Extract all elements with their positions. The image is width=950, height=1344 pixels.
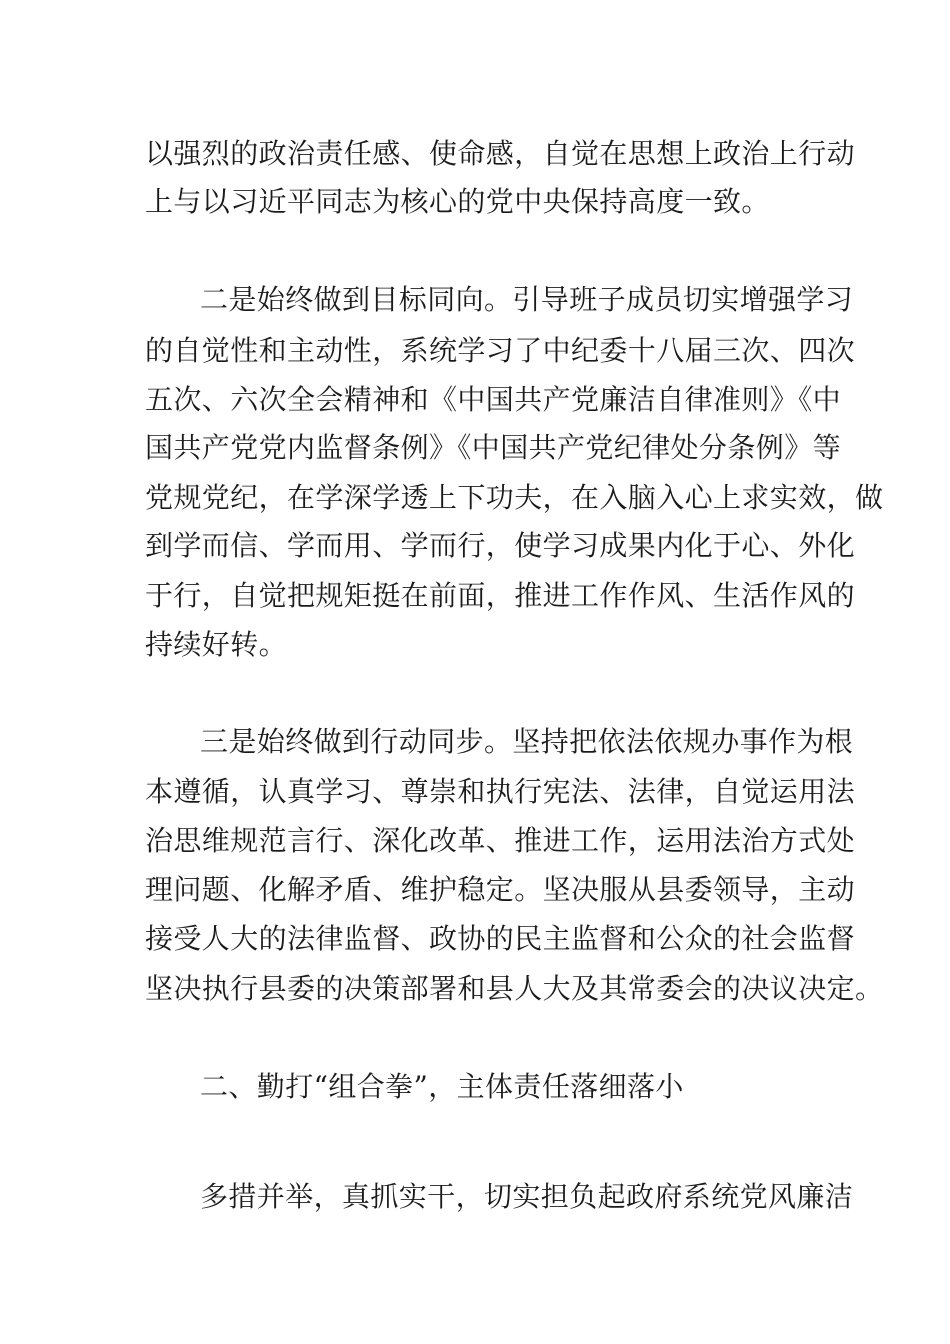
text-line: 五次、六次全会精神和《中国共产党廉洁自律准则》《中: [145, 383, 842, 416]
text-line: 多措并举，真抓实干，切实担负起政府系统党风廉洁: [200, 1180, 854, 1213]
text-line: 治思维规范言行、深化改革、推进工作，运用法治方式处: [145, 824, 856, 857]
text-line: 于行，自觉把规矩挺在前面，推进工作作风、生活作风的: [145, 579, 856, 612]
text-line: 坚决执行县委的决策部署和县人大及其常委会的决议决定。: [145, 972, 884, 1005]
text-line: 的自觉性和主动性，系统学习了中纪委十八届三次、四次: [145, 334, 856, 367]
text-line: 以强烈的政治责任感、使命感，自觉在思想上政治上行动: [145, 137, 856, 170]
heading-text: 二、勤打“组合拳”，主体责任落细落小: [200, 1070, 684, 1103]
text-line: 国共产党党内监督条例》《中国共产党纪律处分条例》等: [145, 431, 842, 464]
text-line: 接受人大的法律监督、政协的民主监督和公众的社会监督: [145, 922, 856, 955]
text-line: 理问题、化解矛盾、维护稳定。坚决服从县委领导，主动: [145, 873, 856, 906]
text-line: 党规党纪，在学深学透上下功夫，在入脑入心上求实效，做: [145, 481, 884, 514]
text-line: 到学而信、学而用、学而行，使学习成果内化于心、外化: [145, 529, 856, 562]
text-line: 三是始终做到行动同步。坚持把依法依规办事作为根: [200, 725, 854, 758]
text-line: 上与以习近平同志为核心的党中央保持高度一致。: [145, 185, 770, 218]
text-line: 本遵循，认真学习、尊崇和执行宪法、法律，自觉运用法: [145, 775, 856, 808]
text-line: 持续好转。: [145, 628, 288, 661]
text-line: 二是始终做到目标同向。引导班子成员切实增强学习: [200, 283, 854, 316]
